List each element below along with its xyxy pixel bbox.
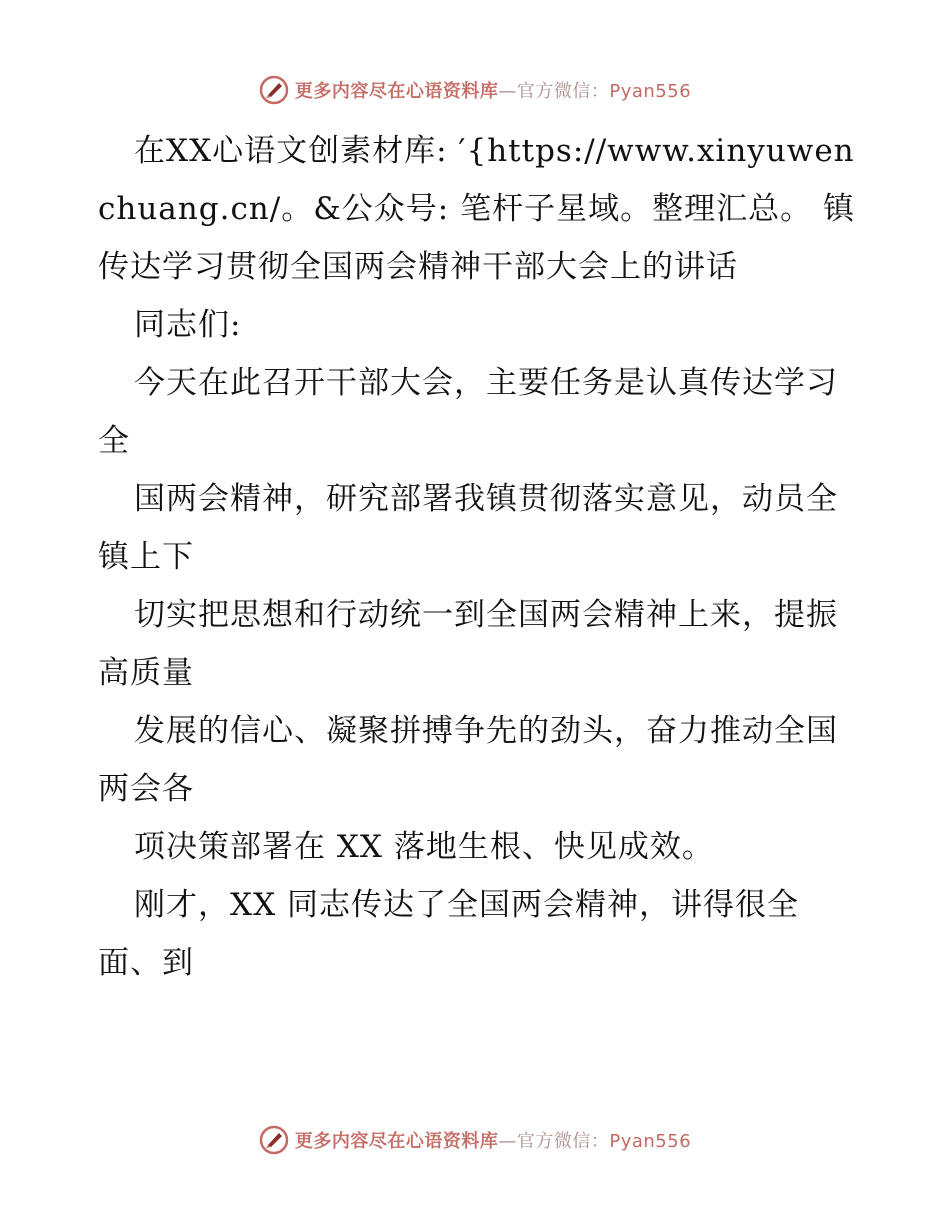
footer-brand-text [295, 1127, 691, 1153]
paragraph: 发展的信心、凝聚拼搏争先的劲头，奋力推动全国两会各 [98, 713, 838, 807]
brand-logo-icon [259, 75, 289, 105]
paragraph: 项决策部署在 XX 落地生根、快见成效。 [134, 829, 714, 865]
paragraph: 今天在此召开干部大会，主要任务是认真传达学习全 [98, 365, 838, 459]
paragraph: 国两会精神，研究部署我镇贯彻落实意见，动员全镇上下 [98, 481, 838, 575]
header-watermark [0, 70, 950, 110]
footer-brand-main: 更多内容尽在心语资料库 [294, 1131, 499, 1152]
document-body [98, 122, 858, 992]
header-brand-sep: — [498, 81, 517, 102]
header-brand-id: Pyan556 [609, 81, 692, 102]
paragraph: 切实把思想和行动统一到全国两会精神上来，提振高质量 [98, 597, 838, 691]
paragraph: 刚才，XX 同志传达了全国两会精神，讲得很全面、到 [98, 887, 799, 981]
footer-brand-sub: 官方微信： [516, 1131, 610, 1152]
paragraph-title: 在XX心语文创素材库: ′{https://www.xinyuwenchuang.cn/。&公众号: 笔杆子星域。整理汇总。 镇传达学习贯彻全国两会精神干部大会上的讲话 [98, 133, 855, 285]
footer-brand-id: Pyan556 [609, 1131, 692, 1152]
footer-watermark [0, 1120, 950, 1160]
header-brand-text [295, 77, 691, 103]
paragraph-salutation: 同志们: [134, 307, 242, 343]
brand-logo-icon [259, 1125, 289, 1155]
footer-brand-sep: — [498, 1131, 517, 1152]
header-brand-main: 更多内容尽在心语资料库 [294, 81, 499, 102]
header-brand-sub: 官方微信： [516, 81, 610, 102]
